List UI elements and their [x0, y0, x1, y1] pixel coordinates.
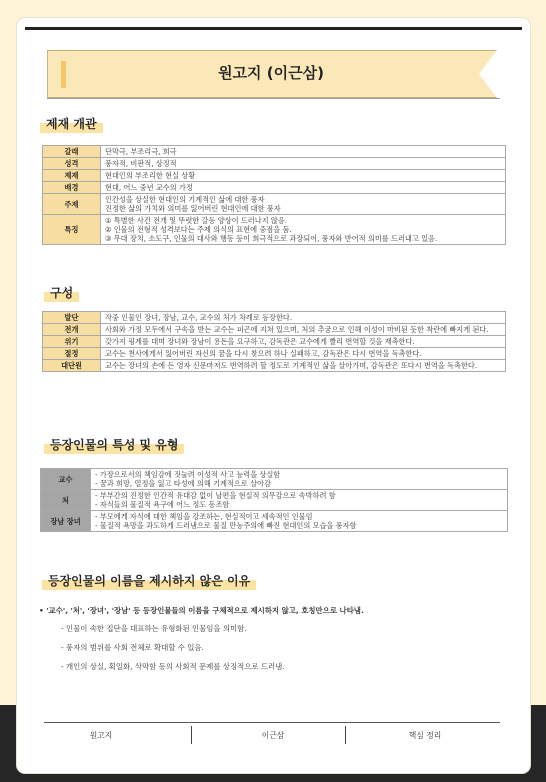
structure-row-key: 대단원: [43, 360, 101, 372]
overview-row-value: 현대인의 부조리한 현실 상황: [101, 170, 506, 182]
footer-work-title: 원고지: [89, 731, 113, 740]
character-row: [41, 490, 508, 511]
structure-table: [42, 311, 506, 372]
overview-row: [43, 182, 506, 194]
footer-separator: [345, 726, 346, 744]
overview-row-key: 갈래: [43, 146, 101, 158]
footer-rule: [44, 722, 500, 723]
overview-row: [43, 194, 506, 215]
structure-row-key: 발단: [43, 312, 101, 324]
character-row-key: 처: [41, 490, 91, 511]
section-heading-overview: 제재 개관: [40, 115, 103, 133]
footer-separator: [191, 726, 192, 744]
reason-main-point: • '교수', '처', '장녀', '장남' 등 등장인물들의 이름을 구체적으로 제시하지 않고, 호칭만으로 나타냄.: [39, 606, 364, 615]
structure-row-key: 위기: [43, 336, 101, 348]
character-row: [41, 469, 508, 490]
overview-row-key: 특징: [43, 215, 101, 245]
section-heading-characters: 등장인물의 특성 및 유형: [44, 436, 184, 454]
section-heading-structure: 구성: [44, 284, 79, 302]
character-row-key: 장남 장녀: [41, 511, 91, 532]
structure-row-value: 사회와 가정 모두에서 구속을 받는 교수는 피곤에 지쳐 있으며, 처의 추궁으로 인해 이성이 마비된 듯한 착란에 빠지게 된다.: [101, 324, 506, 336]
structure-row-key: 절정: [43, 348, 101, 360]
structure-row: [43, 324, 506, 336]
structure-row: [43, 360, 506, 372]
character-row: [41, 511, 508, 532]
reason-sub-point: - 인물이 속한 집단을 대표하는 유형화된 인물임을 의미함.: [61, 624, 247, 633]
overview-row-key: 주제: [43, 194, 101, 215]
structure-row-value: 작중 인물인 장녀, 장남, 교수, 교수의 처가 차례로 등장한다.: [101, 312, 506, 324]
character-row-key: 교수: [41, 469, 91, 490]
reason-sub-point: - 개인의 상실, 획일화, 삭막함 등의 사회적 문제를 상징적으로 드러냄.: [61, 662, 285, 671]
structure-row: [43, 336, 506, 348]
structure-row-value: 갖가지 핑계를 대며 장녀와 장남이 용돈을 요구하고, 감독관은 교수에게 빨리 번역할 것을 재촉한다.: [101, 336, 506, 348]
overview-row-value: ① 특별한 사건 전개 및 뚜렷한 갈등 양상이 드러나지 않음. ② 인물의 전형적 성격보다는 주제 의식의 표현에 중점을 둠. ③ 무대 장치, 소도구, 인물의 대사와 행동 등이 희극적으로 과장되어, 풍자와 반어적 의미를 드러내고 있음.: [101, 215, 506, 245]
overview-row: [43, 158, 506, 170]
character-row-value: - 부부간의 진정한 인간적 유대감 없이 남편을 현실적 의무감으로 속박하려 함 - 자식들의 물질적 욕구에 어느 정도 동조함: [91, 490, 508, 511]
overview-table: [42, 145, 506, 245]
structure-row-value: 교수는 장녀의 손에 든 영자 신문마저도 번역하려 할 정도로 기계적인 삶을 살아가며, 감독관은 또다시 번역을 독촉한다.: [101, 360, 506, 372]
overview-row-key: 제재: [43, 170, 101, 182]
characters-table: [40, 468, 508, 532]
reason-list: [39, 605, 519, 680]
overview-row: [43, 215, 506, 245]
structure-row: [43, 312, 506, 324]
section-heading-reason: 등장인물의 이름을 제시하지 않은 이유: [42, 572, 256, 590]
overview-row-value: 인간성을 상실한 현대인의 기계적인 삶에 대한 풍자 진정한 삶의 가치와 의미를 잃어버린 현대인에 대한 풍자: [101, 194, 506, 215]
overview-row-key: 성격: [43, 158, 101, 170]
structure-row-key: 전개: [43, 324, 101, 336]
overview-row: [43, 170, 506, 182]
reason-sub-point: - 풍자의 범위를 사회 전체로 확대할 수 있음.: [61, 643, 204, 652]
overview-row: [43, 146, 506, 158]
document-sheet: [17, 18, 530, 773]
overview-row-key: 배경: [43, 182, 101, 194]
overview-row-value: 풍자적, 비판적, 상징적: [101, 158, 506, 170]
top-rule: [25, 27, 522, 30]
footer-author: 이근삼: [261, 731, 285, 740]
structure-row-value: 교수는 천사에게서 잃어버린 자신의 꿈을 다시 찾으려 하나 실패하고, 감독관은 다시 번역을 독촉한다.: [101, 348, 506, 360]
character-row-value: - 부모에게 자식에 대한 책임을 강조하는, 현실적이고 세속적인 인물임 - 물질적 욕망을 과도하게 드러냄으로 물질 만능주의에 빠진 현대인의 모습을 풍자함: [91, 511, 508, 532]
title-underline: [47, 98, 500, 99]
structure-row: [43, 348, 506, 360]
footer-section-label: 핵심 정리: [408, 731, 442, 740]
overview-row-value: 단막극, 부조리극, 희극: [101, 146, 506, 158]
overview-row-value: 현대, 어느 중년 교수의 가정: [101, 182, 506, 194]
page-title: 원고지 (이근삼): [218, 64, 324, 82]
character-row-value: - 가장으로서의 책임감에 짓눌려 이성적 사고 능력을 상실함 - 꿈과 희망, 열정을 잃고 타성에 의해 기계적으로 살아감: [91, 469, 508, 490]
